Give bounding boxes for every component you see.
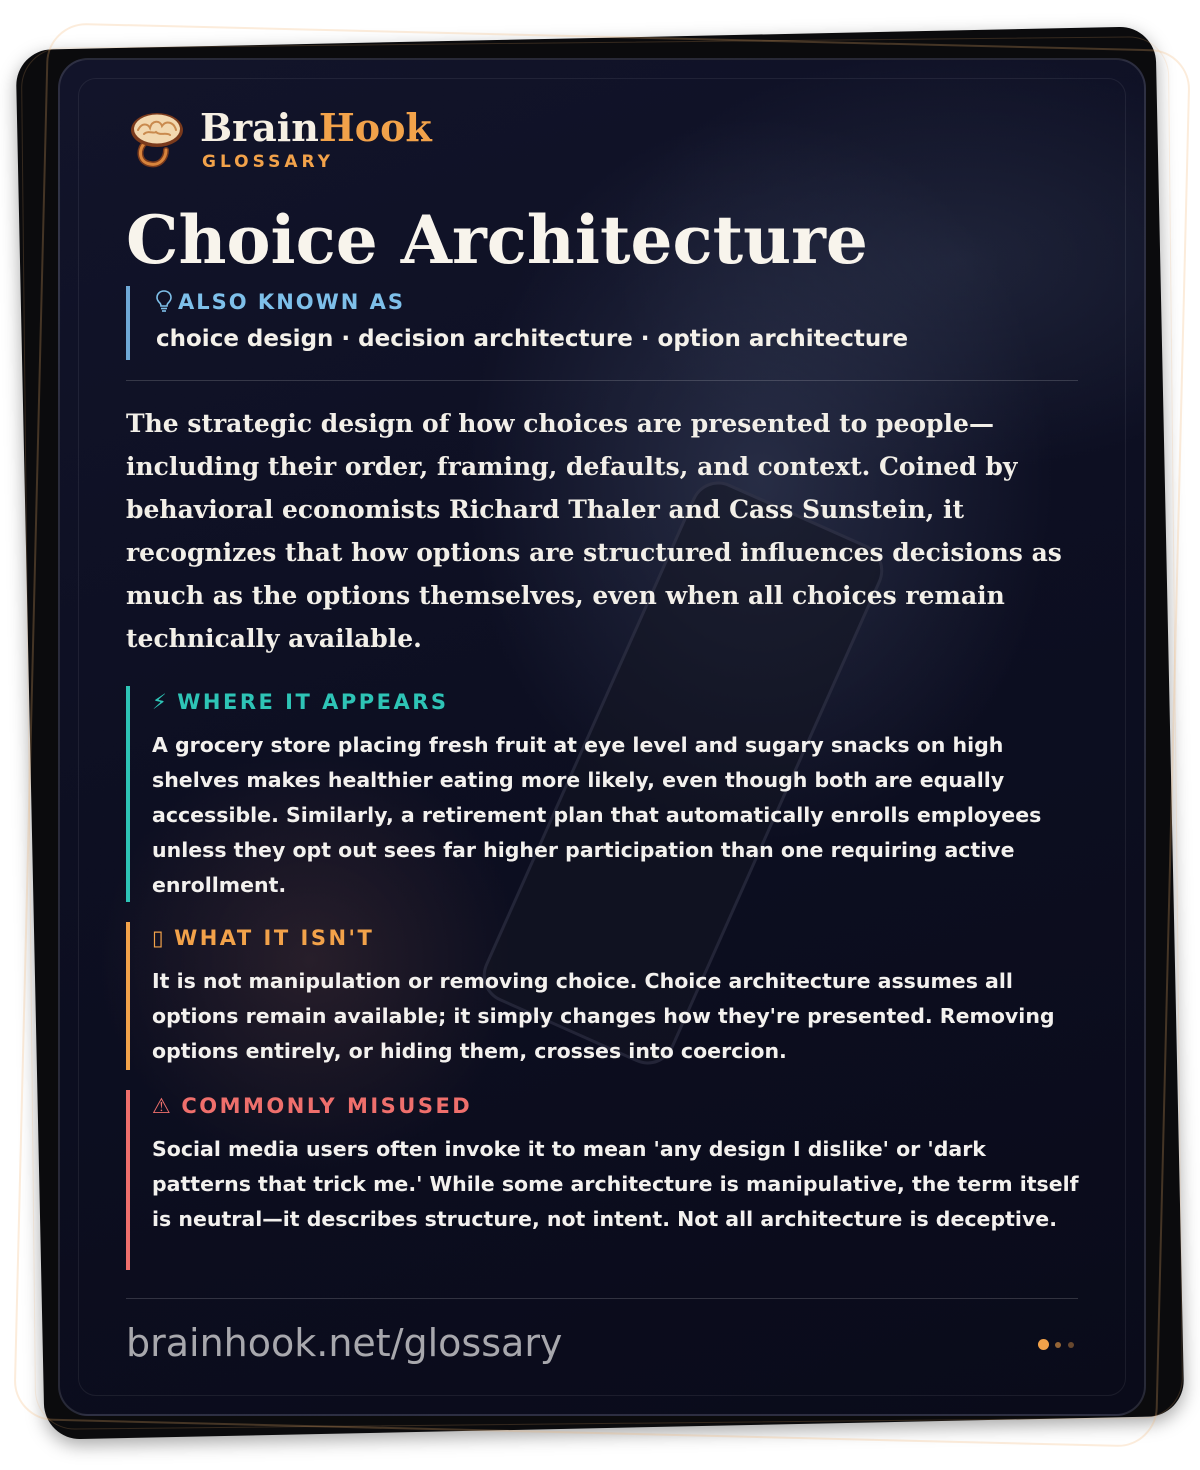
footer-divider <box>126 1298 1078 1299</box>
section-heading-text: COMMONLY MISUSED <box>181 1094 473 1118</box>
brand-name-part2: Hook <box>318 105 432 150</box>
section-body: A grocery store placing fresh fruit at eye level and sugary snacks on high shelves makes healthier eating more likely, even though both are equally accessible. Similarly, a retirement plan that automatically enrolls employees unless they opt out sees far higher participation than one requiring active enrollment. <box>152 733 1042 897</box>
section-accent-bar <box>126 1090 130 1270</box>
page-dot <box>1055 1342 1061 1348</box>
aka-heading-text: ALSO KNOWN AS <box>178 290 406 314</box>
page-dot-active <box>1038 1339 1049 1350</box>
glossary-card <box>58 58 1146 1416</box>
missing-glyph-icon: ▯ <box>152 926 167 950</box>
section-what-it-isnt <box>126 922 1078 1070</box>
section-heading <box>152 1094 472 1118</box>
page-dot <box>1068 1342 1074 1348</box>
also-known-as-block <box>126 286 1082 360</box>
footer-url: brainhook.net/glossary <box>126 1321 563 1365</box>
brand-name <box>200 106 432 150</box>
aka-heading <box>156 290 405 314</box>
divider <box>126 380 1078 381</box>
brand-header <box>126 102 546 172</box>
section-body: Social media users often invoke it to mean 'any design I dislike' or 'dark patterns that trick me.' While some architecture is manipulative, the term itself is neutral—it describes structure, not intent. Not all architecture is deceptive. <box>152 1137 1079 1231</box>
brand-name-part1: Brain <box>200 105 319 150</box>
definition-text: The strategic design of how choices are presented to people—including their order, framing, defaults, and context. Coined by behavioral economists Richard Thaler and Cass Sunstein, it recognizes that how options are structured influences decisions as much as the options themselves, even when all choices remain technically available. <box>126 409 1062 653</box>
warning-icon: ⚠ <box>152 1094 174 1118</box>
aka-terms: choice design · decision architecture · option architecture <box>156 326 909 352</box>
section-accent-bar <box>126 922 130 1070</box>
section-heading <box>152 690 449 714</box>
brand-subtitle: GLOSSARY <box>202 152 334 172</box>
section-heading-text: WHERE IT APPEARS <box>177 690 449 714</box>
brain-hook-icon <box>126 108 186 168</box>
page-indicator <box>1038 1339 1078 1351</box>
section-heading-text: WHAT IT ISN'T <box>174 926 375 950</box>
section-heading <box>152 926 374 950</box>
section-commonly-misused <box>126 1090 1078 1270</box>
lightning-icon: ⚡ <box>152 690 170 714</box>
lightbulb-icon <box>156 290 178 314</box>
term-title: Choice Architecture <box>126 201 868 279</box>
section-where-it-appears <box>126 686 1078 902</box>
section-body: It is not manipulation or removing choice. Choice architecture assumes all options remain available; it simply changes how they're presented. Removing options entirely, or hiding them, crosses into coercion. <box>152 969 1055 1063</box>
section-accent-bar <box>126 686 130 902</box>
